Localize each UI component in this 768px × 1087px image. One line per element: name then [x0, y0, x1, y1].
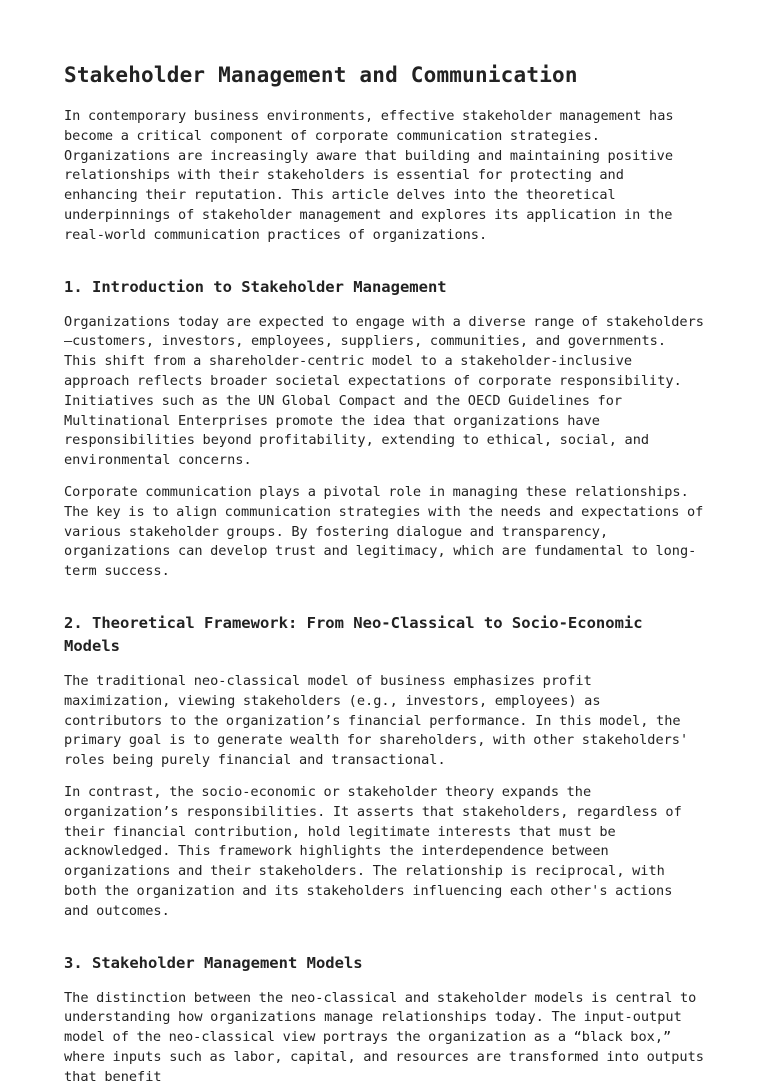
section-paragraph: In contrast, the socio-economic or stakeholder theory expands the organization’s responsibilities. It asserts that stakeholders, regardless of their financial contribution, hold legitimate interests that must be acknowledged. This framework highlights the interdependence between organizations and their stakeholders. The relationship is reciprocal, with both the organization and its stakeholders influencing each other's actions and outcomes. — [64, 783, 704, 922]
section-heading: 3. Stakeholder Management Models — [64, 952, 704, 975]
section-theoretical-framework — [64, 612, 704, 922]
section-paragraph: Corporate communication plays a pivotal role in managing these relationships. The key is to align communication strategies with the needs and expectations of various stakeholder groups. By fostering dialogue and transparency, organizations can develop trust and legitimacy, which are fundamental to long-term success. — [64, 483, 704, 582]
section-management-models — [64, 952, 704, 1087]
section-heading: 1. Introduction to Stakeholder Management — [64, 276, 704, 299]
section-paragraph: The traditional neo-classical model of business emphasizes profit maximization, viewing stakeholders (e.g., investors, employees) as contributors to the organization’s financial performance. In this model, the primary goal is to generate wealth for shareholders, with other stakeholders' roles being purely financial and transactional. — [64, 672, 704, 771]
section-paragraph: Organizations today are expected to engage with a diverse range of stakeholders—customers, investors, employees, suppliers, communities, and governments. This shift from a shareholder-centric model to a stakeholder-inclusive approach reflects broader societal expectations of corporate responsibility. Initiatives such as the UN Global Compact and the OECD Guidelines for Multinational Enterprises promote the idea that organizations have responsibilities beyond profitability, extending to ethical, social, and environmental concerns. — [64, 313, 704, 471]
intro-section — [64, 107, 704, 246]
section-paragraph: The distinction between the neo-classical and stakeholder models is central to understanding how organizations manage relationships today. The input-output model of the neo-classical view portrays the organization as a “black box,” where inputs such as labor, capital, and resources are transformed into outputs that benefit — [64, 989, 704, 1087]
document-title: Stakeholder Management and Communication — [64, 58, 704, 92]
section-heading: 2. Theoretical Framework: From Neo-Classical to Socio-Economic Models — [64, 612, 704, 658]
intro-paragraph: In contemporary business environments, effective stakeholder management has become a critical component of corporate communication strategies. Organizations are increasingly aware that building and maintaining positive relationships with their stakeholders is essential for protecting and enhancing their reputation. This article delves into the theoretical underpinnings of stakeholder management and explores its application in the real-world communication practices of organizations. — [64, 107, 704, 246]
section-introduction — [64, 276, 704, 582]
